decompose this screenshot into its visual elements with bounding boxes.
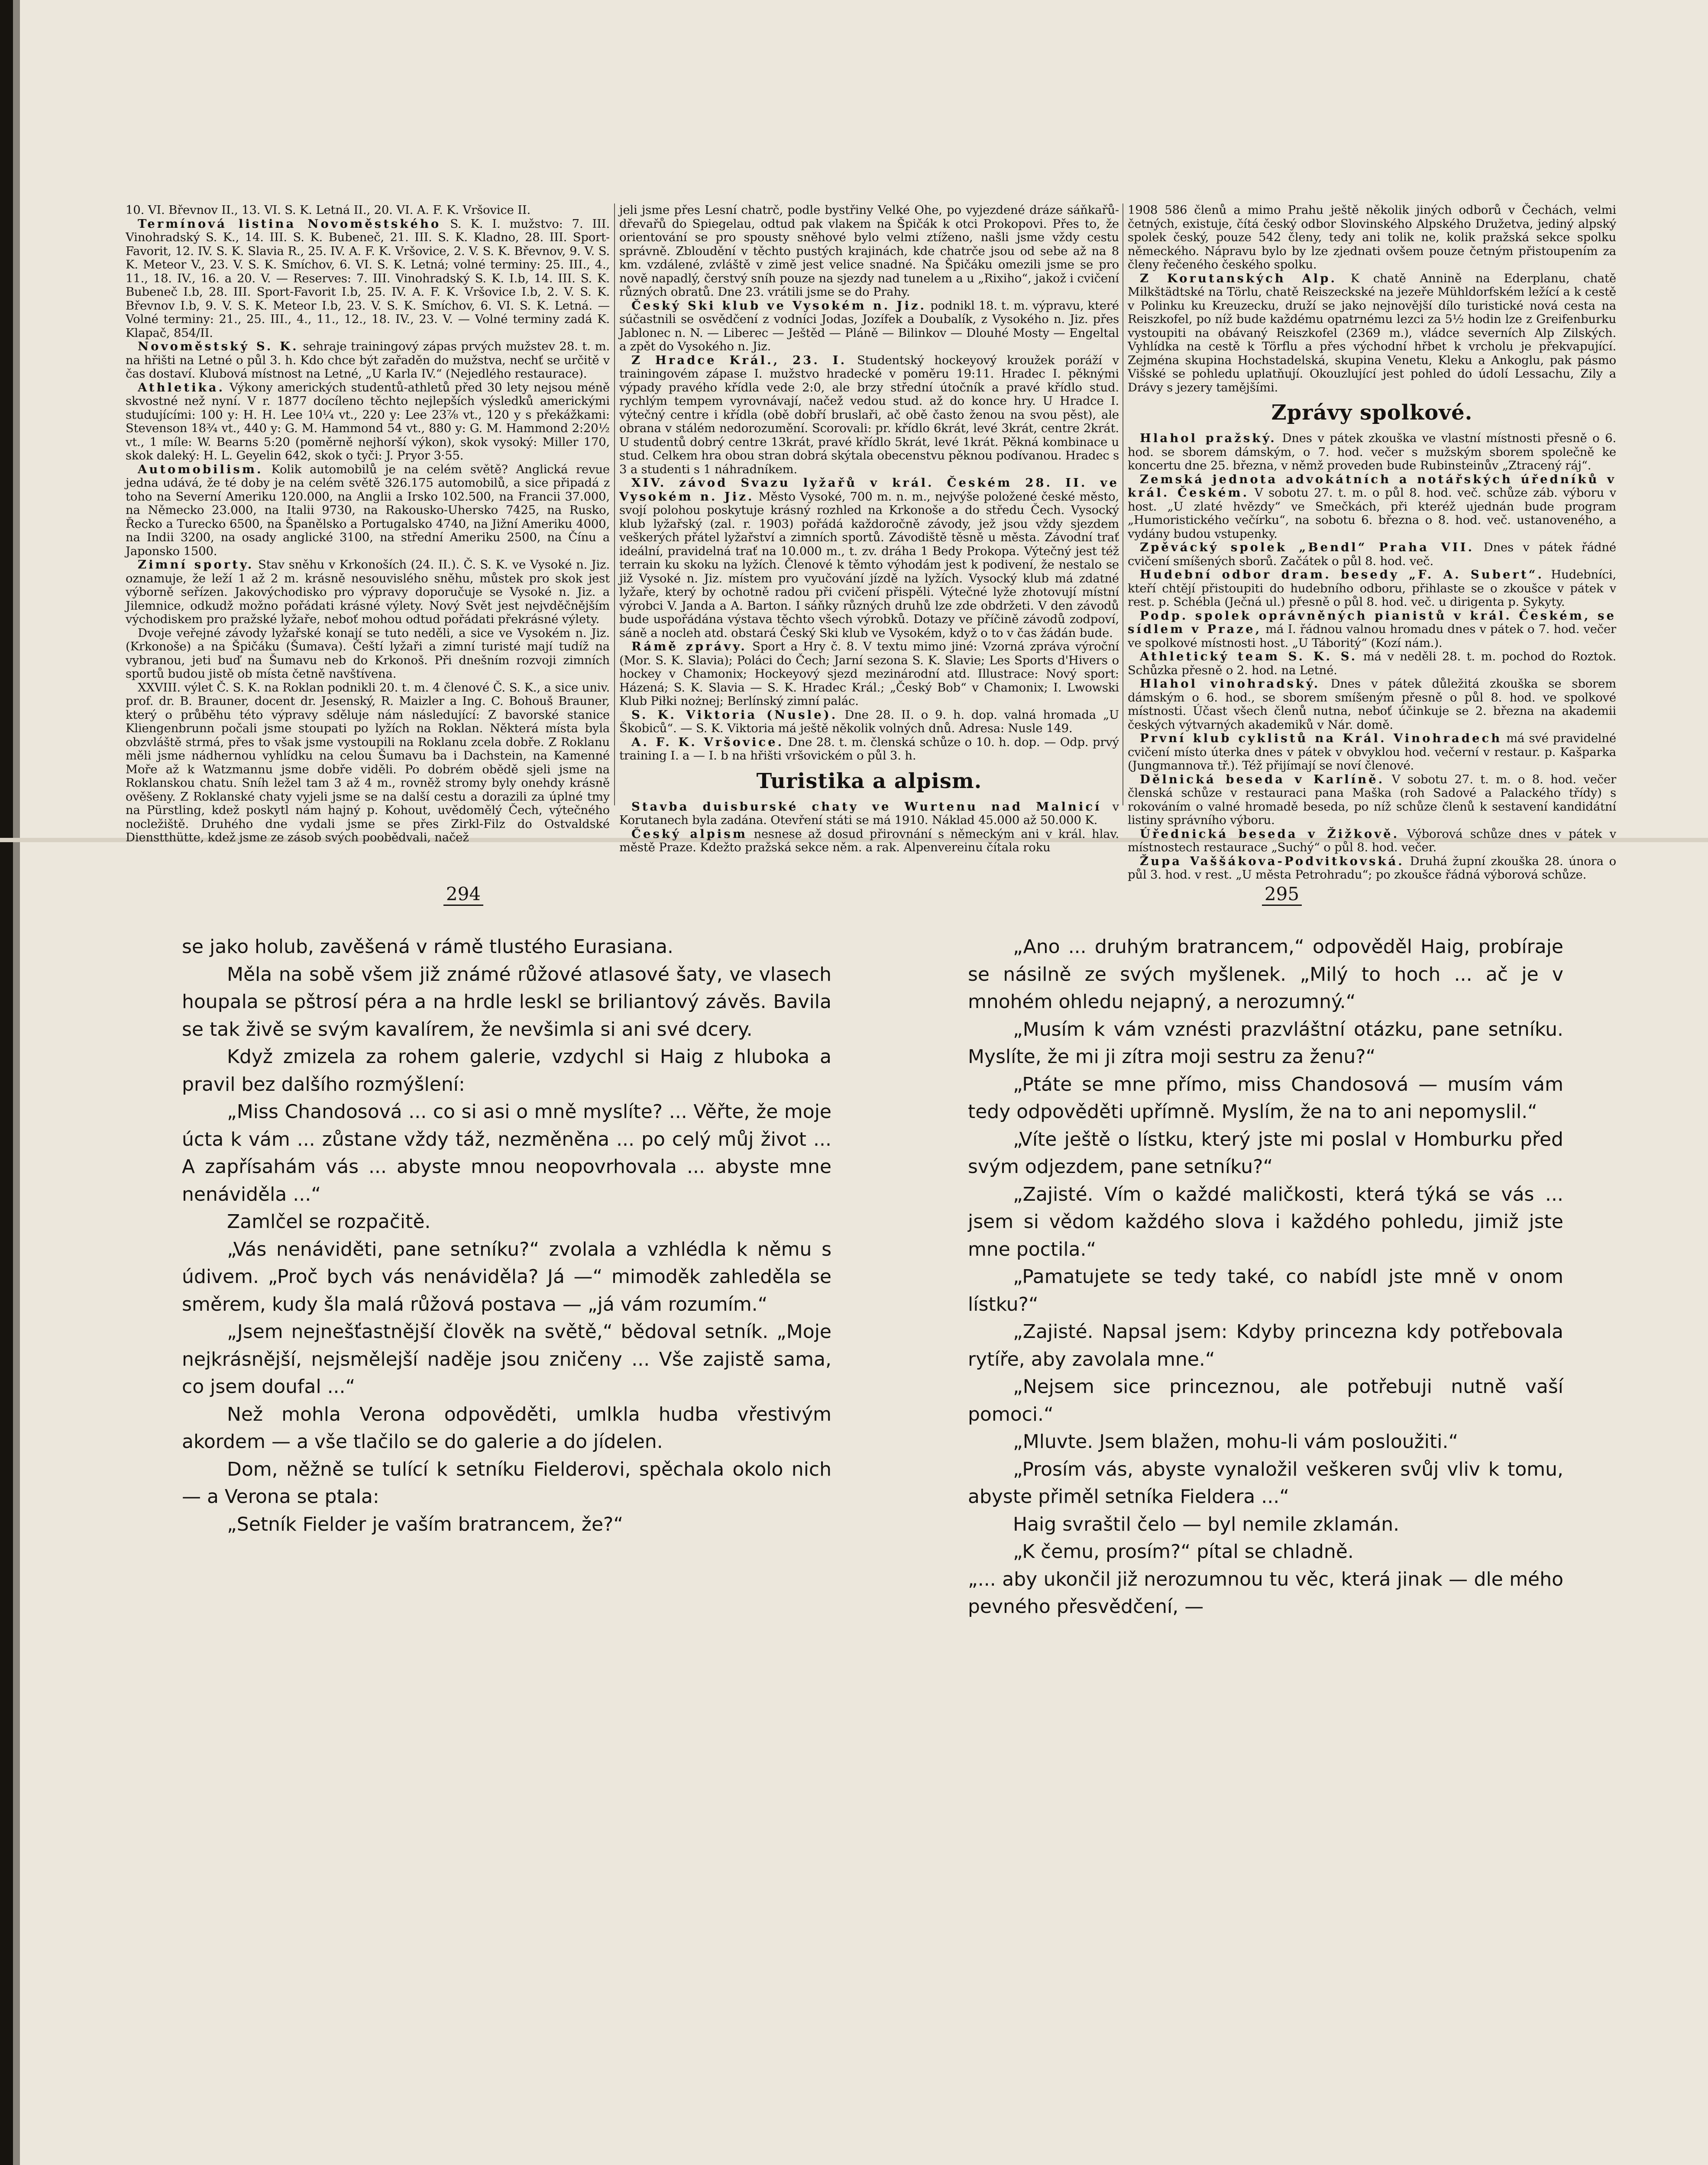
scan-edge-shadow: [13, 0, 20, 2165]
article-heading: Zemská jednota advokátních a notářských úředníků v král. Českém.: [1128, 472, 1616, 500]
article-text: sehraje trainingový zápas prvých mužstev 28. t. m. na hřišti na Letné o půl 3. h. Kdo chce být zařaděn do mužstva, nechť se určitě v čas dostaví. Klubová místnost na Letné, „U Karla IV.“ (Nejedlého restaurace).: [126, 339, 610, 381]
page-paragraph: „... aby ukončil již nerozumnou tu věc, která jinak — dle mého pevného přesvědčení, —: [968, 1568, 1563, 1618]
article-heading: Z Korutanských Alp.: [1140, 271, 1337, 285]
article-paragraph: [619, 640, 1119, 708]
newspaper-column-2: [619, 203, 1119, 854]
article-text: Sport a Hry č. 8. V textu mimo jiné: Vzorná zpráva výroční (Mor. S. K. Slavia); Poláci do Čech; Jarní sezona S. K. Slavie; Les Sports d'Hivers o hockey v Chamonix; Hockeyový sjezd mezinárodní atd. Illustrace: Nový sport: Házená; S. K. Slavia — S. K. Hradec Král.; „Český Bob“ v Chamonix; I. Lwowski Klub Piłki nożnej; Berlínský zimní palác.: [619, 640, 1119, 708]
page-number-text: 295: [1262, 883, 1302, 906]
article-paragraph: [126, 381, 610, 463]
page-paragraph: „K čemu, prosím?“ pítal se chladně.: [1013, 1541, 1354, 1563]
article-paragraph: [1128, 609, 1616, 650]
article-paragraph: [1128, 568, 1616, 609]
page-number-text: 294: [443, 883, 483, 906]
article-text: V sobotu 27. t. m. o půl 8. hod. več. schůze záb. výboru v host. „U zlaté hvězdy“ ve Smečkách, při kteréž ujednán bude program „Humoristického večírku“, na sobotu 6. března o 8. hod. več. ustanoveného, a vydány budou vstupenky.: [1128, 486, 1617, 541]
article-text: V sobotu 27. t. m. o 8. hod. večer členská schůze v restauraci pana Maška (roh Sadové a Palackého třídy) s rokováním o valné hromadě beseda, po níž schůze členů k sestavení kandidátní listiny správního výboru.: [1128, 772, 1617, 827]
article-heading: S. K. Viktoria (Nusle).: [631, 708, 838, 722]
article-paragraph: [1128, 732, 1616, 773]
article-text: 1908 586 členů a mimo Prahu ještě několik jiných odborů v Čechách, velmi četných, existuje, čítá český odbor Slovinského Alpského Družetva, jediný alpský spolek český, pouze 542 členy, tedy ani tolik ne, kolik pražská sekce spolku německého. Nápravu bylo by lze zjednati ovšem pouze četným přistoupením za členy řečeného českého spolku.: [1128, 203, 1616, 271]
page-paragraph: Než mohla Verona odpověděti, umlkla hudba vřestivým akordem — a vše tlačilo se do galerie a do jídelen.: [182, 1403, 831, 1453]
article-paragraph: [126, 558, 610, 627]
article-paragraph: [126, 217, 610, 340]
article-text: má své pravidelné cvičení místo úterka dnes v pátek v obvyklou hod. večerní v restaur. p. Kašparka (Jungmannova tř.). Též přijímají se noví členové.: [1128, 731, 1616, 772]
page-paragraph: „Zajisté. Napsal jsem: Kdyby princezna kdy potřebovala rytíře, aby zavolala mne.“: [968, 1321, 1563, 1370]
page-paragraph: „Setník Fielder je vaším bratrancem, že?“: [227, 1513, 624, 1535]
article-heading: Český alpism: [631, 827, 747, 841]
article-heading: Český Ski klub ve Vysokém n. Jiz.: [631, 298, 927, 313]
page-number-right: [1239, 883, 1325, 905]
article-paragraph: [619, 299, 1119, 354]
article-paragraph: [1128, 855, 1616, 882]
article-text: Dnes v pátek zkouška ve vlastní místnosti přesně o 6. hod. se sborem dámským, o 7. hod. večer s mužským sborem společně ke koncertu dne 25. března, v němž proveden bude Rubinsteinův „Ztracený ráj“.: [1128, 431, 1616, 472]
article-text: má I. řádnou valnou hromadu dnes v pátek o 7. hod. večer ve spolkové místnosti host. „U Táboritý“ (Kozí nám.).: [1128, 622, 1617, 650]
article-heading: Zimní sporty.: [138, 558, 254, 572]
article-text: Výkony amerických studentů-athletů před 30 lety nejsou méně skvostné než nyní. V r. 1877 docíleno těchto nejlepších výsledků americkými studujícími: 100 y: H. H. Lee 10¼ vt., 220 y: Lee 23⅞ vt., 120 y s překážkami: Stevenson 18¾ vt., 440 y: G. M. Hammond 54 vt., 880 y: G. M. Hammond 2:20½ vt., 1 míle: W. Bearns 5:20 (poměrně nejhorší výkon), skok vysoký: Miller 170, skok daleký: H. L. Geyelin 642, skok o tyči: J. Pryor 3·55.: [126, 380, 610, 462]
article-text: podnikl 18. t. m. výpravu, které súčastnili se osvědčení z vodníci Jodas, Jozífek a Doubalík, z Vysokého n. Jiz. přes Jablonec n. N. — Liberec — Ještěd — Pláně — Bilinkov — Dlouhé Mosty — Engeltal a zpět do Vysokého n. Jiz.: [619, 298, 1119, 353]
page-paragraph: Dom, něžně se tulící k setníku Fielderovi, spěchala okolo nich — a Verona se ptala:: [182, 1458, 831, 1508]
article-paragraph: [619, 354, 1119, 477]
page-paragraph: „Víte ještě o lístku, který jste mi poslal v Homburku před svým odjezdem, pane setníku?“: [968, 1128, 1563, 1178]
article-text: Hudebníci, kteří chtějí přistoupiti do hudebního odboru, přihlaste se o zkoušce v pátek v rest. p. Schébla (Ječná ul.) přesně o půl 8. hod. več. u dirigenta p. Sykyty.: [1128, 568, 1616, 609]
article-paragraph: [619, 708, 1119, 736]
page-paragraph: „Nejsem sice princeznou, ale potřebuji nutně vaší pomoci.“: [968, 1376, 1563, 1425]
article-text: Stav sněhu v Krkonoších (24. II.). Č. S. K. ve Vysoké n. Jiz. oznamuje, že leží 1 až 2 m. krásně nesouvislého sněhu, můstek pro skok jest výborně seřízen. Jakovýchodisko pro výpravy doporučuje se Vysoké n. Jiz. a Jilemnice, odkudž možno pořádati krásné výlety. Nový Svět jest nejvděčnějším východiskem pro pražské lyžaře, neboť mohou odtud pořádati překrásné výlety.: [126, 558, 610, 626]
page-paragraph: „Musím k vám vznésti prazvláštní otázku, pane setníku. Myslíte, že mi ji zítra moji sestru za ženu?“: [968, 1018, 1563, 1068]
page-paragraph: „Mluvte. Jsem blažen, mohu-li vám posloužiti.“: [1013, 1431, 1459, 1453]
article-heading: XIV. závod Svazu lyžařů v král. Českém 28. II. ve Vysokém n. Jiz.: [619, 476, 1119, 504]
article-heading: Podp. spolek oprávněných pianistů v král. Českém, se sídlem v Praze,: [1128, 608, 1616, 636]
article-text: S. K. I. mužstvo: 7. III. Vinohradský S. K., 14. III. S. K. Bubeneč, 21. III. S. K. Kladno, 28. III. Sport-Favorit, 12. IV. S. K. Slavia R., 25. IV. A. F. K. Vršovice, 2. V. S. K. Břevnov, 9. V. S. K. Meteor V., 23. V. S. K. Smíchov, 6. VI. S. K. Letná; volné terminy: 25. III., 4., 11., 18. IV., 16. a 20. V. — Reserves: 7. III. Vinohradský S. K. I.b, 14. III. S. K. Bubeneč I.b, 28. III. Sport-Favorit I.b, 25. IV. A. F. K. Vršovice I.b, 2. V. S. K. Břevnov I.b, 9. V. S. K. Meteor I.b, 23. V. S. K. Smíchov, 6. VI. S. K. Letná. — Volné terminy: 21., 25. III., 4., 11., 12., 18. IV., 23. V. — Volné terminy zadá K. Klapač, 854/II.: [126, 216, 610, 340]
article-heading: Zpěvácký spolek „Bendl“ Praha VII.: [1140, 540, 1475, 554]
article-paragraph: [1128, 272, 1616, 395]
article-paragraph: [619, 476, 1119, 640]
page-paragraph: Když zmizela za rohem galerie, vzdychl si Haig z hluboka a pravil bez dalšího rozmýšlení:: [182, 1046, 831, 1095]
article-paragraph: [126, 204, 610, 217]
article-paragraph: [126, 681, 610, 845]
article-text: Dvoje veřejné závody lyžařské konají se tuto neděli, a sice ve Vysokém n. Jiz. (Krkonoše) a na Špičáku (Šumava). Čeští lyžaři a zimní turisté mají tudíž na vybranou, jeti buď na Šumavu neb do Krkonoš. Při dnešním rozvoji zimních sportů budou jistě ob místa četně navštívena.: [126, 626, 610, 681]
page-paragraph: „Miss Chandosová ... co si asi o mně myslíte? ... Věřte, že moje úcta k vám ... zůstane vždy táž, nezměněna ... po celý můj život ... A zapřísahám vás ... abyste mnou neopovrhovala ... abyste mne nenáviděla ...“: [182, 1101, 831, 1205]
page-paragraph: „Prosím vás, abyste vynaložil veškeren svůj vliv k tomu, abyste přiměl setníka Fieldera ...“: [968, 1458, 1563, 1508]
article-paragraph: [1128, 773, 1616, 827]
article-heading: Hudební odbor dram. besedy „F. A. Subert“.: [1140, 568, 1544, 582]
page-paragraph: „Vás nenáviděti, pane setníku?“ zvolala a vzhlédla k němu s údivem. „Proč bych vás nenáviděla? Já —“ mimoděk zahleděla se směrem, kudy šla malá růžová postava — „já vám rozumím.“: [182, 1238, 831, 1315]
article-text: jeli jsme přes Lesní chatrč, podle bystřiny Velké Ohe, po vyjezdené dráze sáňkařů-dřevařů do Spiegelau, odtud pak vlakem na Špičák k otci Prokopovi. Přes to, že orientování se pro spousty sněhové bylo velmi ztíženo, našli jsme vždy cestu správně. Zbloudění v těchto pustých krajinách, kde chatrče jsou od sebe až na 8 km. vzdálené, zvláště v zimě jest velice snadné. Na Špičáku omezili jsme se pro nově napadlý, čerstvý sníh pouze na sjezdy nad tunelem a u „Rixiho“, jakož i cvičení různých obratů. Dne 23. vrátili jsme se do Prahy.: [619, 203, 1119, 299]
column-rule: [614, 204, 615, 805]
article-paragraph: [619, 827, 1119, 855]
article-text: 10. VI. Břevnov II., 13. VI. S. K. Letná II., 20. VI. A. F. K. Vršovice II.: [126, 203, 531, 217]
article-text: Kolik automobilů je na celém světě? Anglická revue jedna udává, že té doby je na celém světě 326.175 automobilů, a sice připadá z toho na Severní Ameriku 120.000, na Anglii a Irsko 102.500, na Francii 37.000, na Německo 23.000, na Italii 9730, na Rakousko-Uhersko 7425, na Rusko, Řecko a Turecko 6500, na Španělsko a Portugalsko 4740, na Jižní Ameriku 4000, na Indii 3200, na osady anglické 3100, na střední Ameriku 2500, na Čínu a Japonsko 1500.: [126, 462, 610, 558]
article-paragraph: [619, 800, 1119, 827]
page-paragraph: Haig svraštil čelo — byl nemile zklamán.: [1013, 1513, 1400, 1535]
article-heading: Stavba duisburské chaty ve Wurtenu nad Malnicí: [631, 799, 1102, 814]
article-heading: Novoměstský S. K.: [138, 339, 299, 353]
article-paragraph: [1128, 827, 1616, 855]
article-heading: Athletika.: [138, 380, 225, 394]
page-paragraph: „Jsem nejnešťastnější člověk na světě,“ bědoval setník. „Moje nejkrásnější, nejsmělejší naděje jsou zničeny ... Vše zajistě sama, co jsem doufal ...“: [182, 1321, 831, 1398]
article-text: Dnes v pátek řádné cvičení smíšených sborů. Začátek o půl 8. hod. več.: [1128, 540, 1616, 568]
article-paragraph: [1128, 650, 1616, 677]
article-text: K chatě Annině na Ederplanu, chatě Milkštädtské na Törlu, chatě Reiszeckské na jezeře Mühldorfském ležící a k cestě v Polinku ku Kreuzecku, druží se jako nejnovější dílo turistické nová cesta na Reiszkofel, po níž bude každému opatrnému lezci za 5½ hodin lze z Greifenburku vystoupiti na obávaný Reiszkofel (2369 m.), vládce severních Alp Zilských. Vyhlídka na cestě k Törflu a přes východní hřbet k vrcholu je překvapující. Zejména skupina Hochstadelská, skupina Venetu, Kleku a Ankoglu, pak pásmo Višské se pohledu uplatňují. Okouzlující jest pohled do údolí Lessachu, Zily a Drávy s jezery tamějšími.: [1128, 271, 1616, 394]
book-page-left: [182, 933, 831, 1538]
newspaper-column-3: [1128, 203, 1617, 882]
book-page-right: [968, 933, 1563, 1621]
article-paragraph: [1128, 541, 1616, 568]
article-paragraph: [619, 736, 1119, 763]
section-heading: Turistika a alpism.: [756, 769, 982, 793]
article-text: nesnese až dosud přirovnání s německým ani v král. hlav. městě Praze. Kdežto pražská sekce něm. a rak. Alpenvereinu čítala roku: [619, 827, 1119, 854]
article-paragraph: [1128, 473, 1616, 541]
scan-edge: [0, 0, 13, 2165]
section-heading: Zprávy spolkové.: [1271, 401, 1473, 425]
article-text: Druhá župní zkouška 28. února o půl 3. hod. v rest. „U města Petrohradu“; po zkoušce řádná výborová schůze.: [1128, 854, 1617, 882]
article-heading: Rámě zprávy.: [631, 640, 747, 653]
article-paragraph: [126, 340, 610, 381]
article-heading: První klub cyklistů na Král. Vinohradech: [1140, 731, 1502, 745]
article-heading: Úřednická beseda v Žižkově.: [1140, 827, 1400, 841]
article-heading: A. F. K. Vršovice.: [631, 735, 784, 749]
article-text: Město Vysoké, 700 m. n. m., nejvýše položené české město, svojí polohou poskytuje krásný rozhled na Krkonoše a do středu Čech. Vysocký klub lyžařský (zal. r. 1903) pořádá každoročně závody, jež jsou vždy sjezdem veškerých přátel lyžařství a zimních sportů. Závodiště těsně u města. Závodní trať ideální, pravidelná trať na 10.000 m., t. zv. dráha 1 Bedy Prokopa. Výtečný jest též terrain ku skoku na lyžích. Členové k těmto výhodám jest k podivení, že nestalo se již Vysoké n. Jiz. místem pro vyučování jízdě na lyžích. Vysocký klub má zdatné lyžaře, který by ochotně radou při cvičení přispěli. Výtečné lyže zhotovují místní výrobci V. Janda a A. Barton. I sáňky různých druhů lze zde obdržeti. V den závodů bude uspořádána výstava těchto všech výrobků. Dotazy ve příčině závodů zodpoví, sáně a nocleh atd. obstará Český Ski klub ve Vysokém, když o to v čas žádán bude.: [619, 489, 1119, 640]
article-heading: Automobilism.: [138, 462, 263, 476]
article-heading: Hlahol vinohradský.: [1140, 677, 1320, 691]
article-text: má v neděli 28. t. m. pochod do Roztok. Schůzka přesně o 2. hod. na Letné.: [1128, 650, 1617, 677]
article-text: Dne 28. t. m. členská schůze o 10. h. dop. — Odp. prvý training I. a — I. b na hřišti vršovickém o půl 3. h.: [619, 735, 1119, 763]
article-heading: Athletický team S. K. S.: [1140, 650, 1358, 663]
newspaper-column-1: [126, 203, 610, 844]
article-heading: Termínová listina Novoměstského: [138, 216, 441, 231]
page-paragraph: „Pamatujete se tedy také, co nabídl jste mně v onom lístku?“: [968, 1266, 1563, 1315]
page-paragraph: „Ano ... druhým bratrancem,“ odpověděl Haig, probíraje se násilně ze svých myšlenek. „Milý to hoch ... ač je v mnohém ohledu nejapný, a nerozumný.“: [968, 936, 1563, 1013]
page-paragraph: Zamlčel se rozpačitě.: [227, 1211, 431, 1233]
article-paragraph: [126, 627, 610, 681]
page-paragraph: „Zajisté. Vím o každé maličkosti, která týká se vás ... jsem si vědom každého slova i každého pohledu, jimiž jste mne poctila.“: [968, 1183, 1563, 1260]
page-number-left: [420, 883, 507, 905]
page-paragraph: „Ptáte se mne přímo, miss Chandosová — musím vám tedy odpověděti upřímně. Myslím, že na to ani nepomyslil.“: [968, 1073, 1563, 1123]
article-heading: Hlahol pražský.: [1140, 431, 1277, 445]
column-rule: [1122, 204, 1123, 805]
article-heading: Z Hradce Král., 23. I.: [631, 353, 847, 367]
article-paragraph: [619, 204, 1119, 299]
article-text: v Korutanech byla zadána. Otevření státi se má 1910. Náklad 45.000 až 50.000 K.: [619, 799, 1119, 827]
page-paragraph: Měla na sobě všem již známé růžové atlasové šaty, ve vlasech houpala se pštrosí péra a na hrdle leskl se briliantový závěs. Bavila se tak živě se svým kavalírem, že nevšimla si ani své dcery.: [182, 963, 831, 1040]
article-text: XXVIII. výlet Č. S. K. na Roklan podnikli 20. t. m. 4 členové Č. S. K., a sice univ. prof. dr. B. Brauner, docent dr. Jesenský, R. Maizler a Ing. C. Bohouš Brauner, který o průběhu této výpravy sděluje nám následující: Z bavorské stanice Kliengenbrunn počali jsme stoupati po lyžích na Roklan. Některá místa byla obzvláště strmá, přes to však jsme vystoupili na Roklanu zcela dobře. Z Roklanu měli jsme nádhernou vyhlídku na celou Šumavu ba i Dachstein, na Kamenné Moře až k Watzmannu jsme dobře viděli. Po dobrém obědě sjeli jsme na Roklanskou chatu. Sníh ležel tam 3 až 4 m., rovněž stromy byly onehdy krásně ověšeny. Z Roklanské chaty vyjeli jsme se na další cestu a dorazili za úplné tmy na Pürstling, kdež poskytl nám hajný p. Kohout, uvědomělý Čech, výtečného nocležiště. Druhého dne vydali jsme se přes Zirkl-Filz do Ostvaldské Dienstthütte, kdež jsme ze zásob svých poobědvali, načež: [126, 680, 610, 844]
article-heading: Župa Vaššákova-Podvitkovská.: [1140, 854, 1404, 868]
article-heading: Dělnická beseda v Karlíně.: [1140, 772, 1385, 786]
article-text: Studentský hockeyový kroužek poráží v trainingovém zápase I. mužstvo hradecké v poměru 19:11. Hradec I. pěknými výpady pravého křídla vede 2:0, ale brzy střední útočník a pravé křídlo stud. rychlým tempem vyrovnávají, načež vedou stud. až do konce hry. U Hradce I. výtečný centre i křídla (obě dobří bruslaři, ač obě často ženou na svou pěst), ale obrana v stálém nedorozumění. Scorovali: pr. křídlo 6krát, levé 3krát, centre 2krát. U studentů dobrý centre 13krát, pravé křídlo 5krát, levé 1krát. Pěkná kombinace u stud. Celkem hra obou stran dobrá skýtala obecenstvu pěknou podívanou. Hradec s 3 a studenti s 1 náhradníkem.: [619, 353, 1119, 476]
article-paragraph: [1128, 677, 1616, 732]
page-paragraph: se jako holub, zavěšená v rámě tlustého Eurasiana.: [182, 936, 673, 958]
article-paragraph: [126, 463, 610, 559]
article-text: Výborová schůze dnes v pátek v místnostech restaurace „Suchý“ o půl 8. hod. večer.: [1128, 827, 1616, 854]
article-paragraph: [1128, 432, 1616, 473]
article-text: Dnes v pátek důležitá zkouška se sborem dámským o 6. hod., se sborem smíšeným přesně o půl 8. hod. ve spolkové místnosti. Účast všech členů nutna, neboť účinkuje se 2. března na akademii českých výtvarných akademiků v Nár. domě.: [1128, 677, 1616, 732]
article-text: Dne 28. II. o 9. h. dop. valná hromada „U Škobiců“. — S. K. Viktoria má ještě několik volných dnů. Adresa: Nusle 149.: [619, 708, 1119, 735]
article-paragraph: [1128, 204, 1616, 272]
